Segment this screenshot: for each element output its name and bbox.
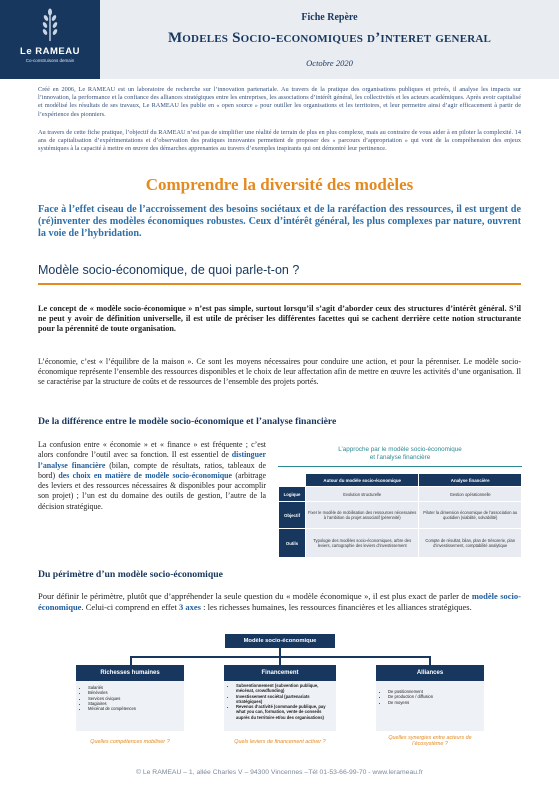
lead-paragraph: Face à l’effet ciseau de l’accroissement des besoins sociétaux et de la raréfaction des ressources, il est urgent de (ré)inventer des modèles économiques robustes. Ceux d’intérêt général, les plus complexes par nature, ouvrent la voie de l’hybridation. (38, 204, 521, 240)
table-cell: Evolution structurelle (306, 487, 418, 501)
pillar-box-richesses (76, 681, 184, 731)
pillar-header-alliances: Alliances (376, 665, 484, 681)
table-cell: Fixer le modèle de mobilisation des ressources nécessaires à l’ambition du projet associatif (pérennité) (306, 502, 418, 528)
list-item: • De production / diffusion (388, 694, 480, 699)
intro-paragraph-2: Au travers de cette fiche pratique, l’objectif du RAMEAU n’est pas de simplifier une réalité de terrain de plus en plus complexe, mais au contraire de vous aider à en piloter la complexité. 14 ans de capitalisation d’expérimentations et d’observation des pratiques innovantes permettent de proposer des « parcours d’appropriation » qui vont de la compréhension des enjeux systémiques à la capacité à mettre en œuvre des démarches apprenantes au travers d’exemples inspirants qui ont démontré leur pertinence. (38, 129, 521, 153)
row-label: Outils (279, 529, 305, 557)
page-footer: © Le RAMEAU – 1, allée Charles V – 94300 Vincennes –Tél 01-53-66-99-70 - www.lerameau.fr (135, 769, 424, 776)
connector-line (130, 656, 132, 665)
pillar-box-alliances (376, 681, 484, 731)
intro-paragraph-1: Créé en 2006, Le RAMEAU est un laboratoire de recherche sur l’innovation partenariale. Au travers de la pratique des organisations publiques et privés, il analyse les impacts sur l’innovation, la performance et la confiance des alliances stratégiques entre les entreprises, les associations d’intérêt général, les collectivités et les acteurs académiques. Après avoir capitalisé et modélisé les résultats de ses travaux, Le RAMEAU les publie en « open source » pour outiller les organisations et les territoires, et leur permettre ainsi d’agir efficacement à partir de l’expérience des pionniers. (38, 86, 521, 118)
economie-paragraph: L’économie, c’est « l’équilibre de la maison ». Ce sont les moyens nécessaires pour conduire une action, et pour la pérenniser. Le modèle socio-économique représente l’ensemble des ressources disponibles et le choix de leur affectation afin de mettre en œuvre les activités d’une organisation. Il se caractérise par la structure de coûts et de ressources de l’ensemble des projets portés. (38, 357, 521, 387)
row-label: Objectif (279, 502, 305, 528)
table-row (279, 502, 521, 528)
connector-line (429, 656, 431, 665)
perimetre-paragraph: Pour définir le périmètre, plutôt que d’appréhender la seule question du « modèle économique », il est plus exact de parler de modèle socio-économique. Celui-ci comprend en effet 3 axes : les richesses humaines, les ressources financières et les alliances stratégiques. (38, 591, 521, 612)
publication-date: Octobre 2020 (306, 58, 353, 68)
diagram-root: Modèle socio-économique (225, 634, 335, 648)
list-item: • Stagiaires (88, 701, 180, 706)
table-header-row (279, 474, 521, 486)
list-item: • Bénévoles (88, 690, 180, 695)
wheat-logo-icon (37, 8, 63, 42)
heading-divider (38, 283, 521, 285)
logo-name: Le RAMEAU (20, 46, 80, 57)
comparison-table (278, 473, 522, 558)
perimetre-heading: Du périmètre d’un modèle socio-économique (38, 569, 223, 580)
pillar-question-richesses: Quelles compétences mobiliser ? (90, 739, 170, 745)
list-item: • Salariés (88, 685, 180, 690)
pillar-box-financement (224, 681, 336, 731)
pillar-question-financement: Quels leviers de financement activer ? (234, 739, 326, 745)
pillar-question-alliances: Quelles synergies entre acteurs de l’écosystème ? (388, 735, 472, 748)
table-divider (278, 466, 522, 467)
table-cell: Compte de résultat, bilan, plan de trésorerie, plan d’investissement, comptabilité analytique (419, 529, 521, 557)
concept-paragraph: Le concept de « modèle socio-économique » n’est pas simple, surtout lorsqu’il s’agit d’aborder ceux des structures d’intérêt général. S’il ne peut y avoir de définition universelle, il est utile de préciser les différentes facettes qui se cachent derrière cette notion structurante pour la pérennité de toute organisation. (38, 304, 521, 333)
section-title: Comprendre la diversité des modèles (145, 175, 414, 194)
list-item: • Mécénat de compétences (88, 706, 180, 711)
page-title: Modeles Socio-economiques d’interet general (167, 30, 492, 46)
pillar-header-financement: Financement (224, 665, 336, 681)
table-title: L’approche par le modèle socio-économique et l’analyse financière (338, 446, 462, 461)
list-item: • De moyens (388, 700, 480, 705)
logo-tagline: Co-construisons demain (25, 58, 75, 63)
model-heading: Modèle socio-économique, de quoi parle-t-on ? (38, 263, 300, 277)
row-label: Logique (279, 487, 305, 501)
table-cell: Gestion opérationnelle (419, 487, 521, 501)
logo (0, 0, 100, 79)
table-cell: Typologie des modèles socio-économiques, arbre des leviers, cartographie des leviers d’investissement (306, 529, 418, 557)
table-row (279, 487, 521, 501)
pillar-header-richesses: Richesses humaines (76, 665, 184, 681)
difference-heading: De la différence entre le modèle socio-économique et l’analyse financière (38, 416, 337, 427)
list-item: • Services civiques (88, 696, 180, 701)
list-item: • Investissement sociétal (partenariats stratégiques) (236, 694, 332, 705)
document-type: Fiche Repère (301, 12, 358, 23)
list-item: • Revenus d’activité (commande publique, pay what you can, formation, vente de conseils auprès du territoire et/ou des organisations) (236, 704, 332, 720)
connector-line (279, 656, 281, 665)
table-cell: Piloter la dimension économique de l’association au quotidien (viabilité, solvabilité) (419, 502, 521, 528)
table-row (279, 529, 521, 557)
column-header: Analyse financière (419, 474, 521, 486)
list-item: • Subventionnement (subvention publique, mécénat, crowdfunding) (236, 683, 332, 694)
list-item: • De positionnement (388, 689, 480, 694)
column-header: Autour du modèle socio-économique (306, 474, 418, 486)
confusion-paragraph: La confusion entre « économie » et « finance » est fréquente ; c’est alors confondre l’outil avec sa fonction. Il est essentiel de distinguer l’analyse financière (bilan, compte de résultats, ratios, tableaux de bord) des choix en matière de modèle socio-économique (arbitrage des leviers et des ressources nécessaires & disponibles pour accomplir son projet) ; l’un est du domaine des outils de gestion, l’autre de la décision stratégique. (38, 440, 266, 511)
